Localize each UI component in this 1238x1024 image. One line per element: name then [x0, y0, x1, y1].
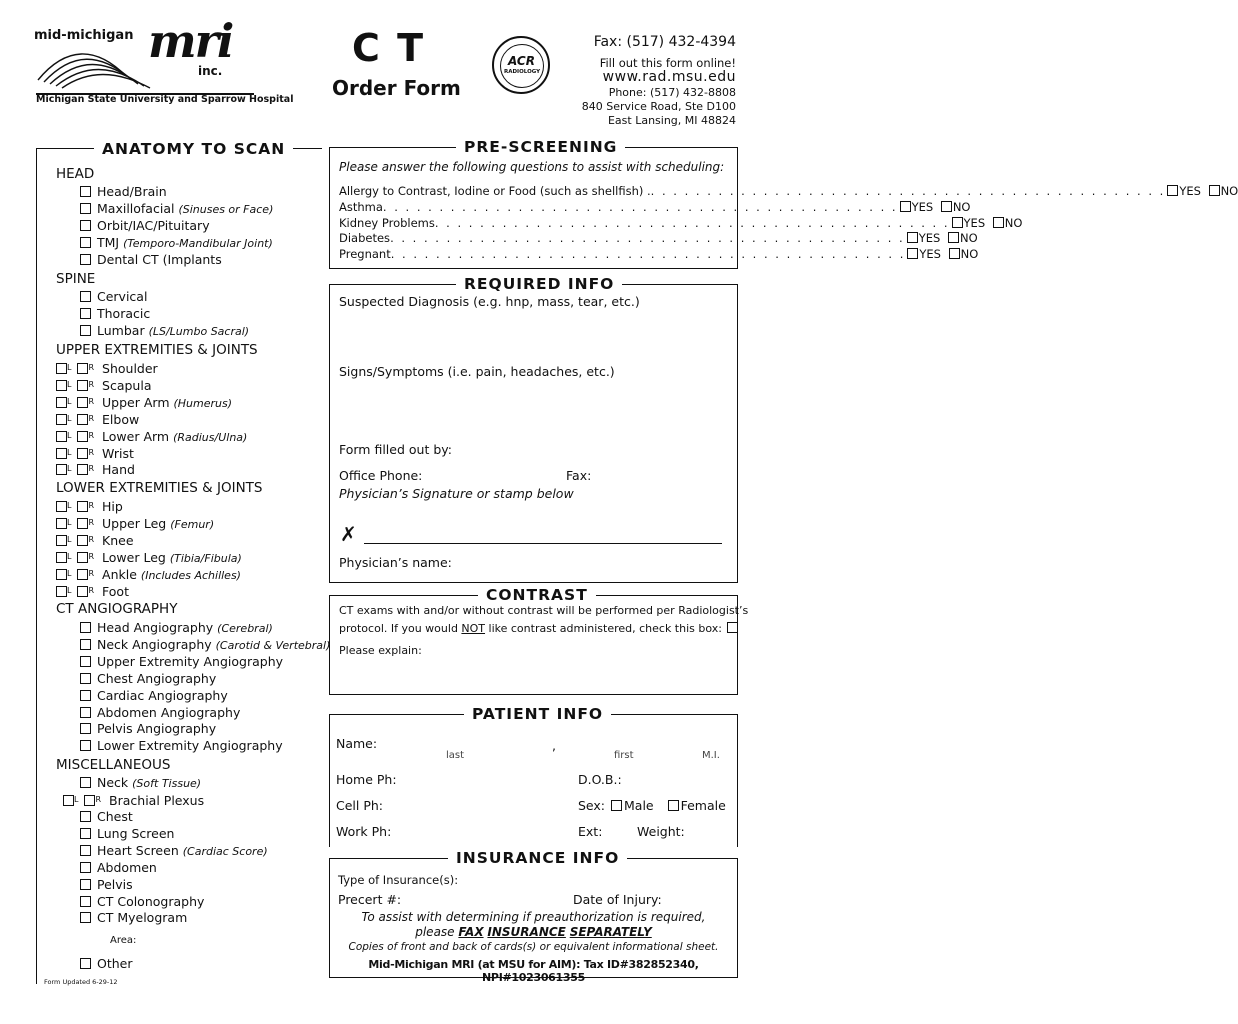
right-checkbox[interactable]: [77, 431, 88, 442]
option-label: Head/Brain: [97, 184, 167, 199]
diagnosis-label: Suspected Diagnosis (e.g. hnp, mass, tear, etc.): [339, 294, 640, 309]
anatomy-option[interactable]: [80, 252, 222, 268]
option-label: Hand: [102, 462, 135, 478]
option-label: Cardiac Angiography: [97, 687, 228, 703]
no-checkbox[interactable]: [949, 248, 960, 259]
right-checkbox[interactable]: [77, 586, 88, 597]
prescreen-heading: PRE-SCREENING: [456, 138, 625, 156]
fax-insurance-note: please FAX INSURANCE SEPARATELY: [415, 925, 652, 939]
contrast-heading: CONTRAST: [478, 586, 596, 604]
left-checkbox[interactable]: [56, 501, 67, 512]
option-note: (Carotid & Vertebral): [215, 638, 331, 652]
no-contrast-checkbox[interactable]: [727, 622, 738, 633]
question-label: Asthma: [339, 199, 383, 214]
option-label: Maxillofacial: [97, 200, 175, 216]
option-note: (Sinuses or Face): [178, 202, 274, 216]
right-checkbox[interactable]: [77, 397, 88, 408]
signature-line[interactable]: [364, 530, 722, 544]
option-checkbox[interactable]: [80, 186, 91, 197]
dot-leader: . . . . . . . . . . . . . . . . . . . . . . . . . . . . . . . . . . . . . . . . . . . . . .: [382, 199, 898, 214]
office-phone-label: Office Phone:: [339, 468, 423, 483]
option-note: (Soft Tissue): [132, 777, 202, 790]
miscellaneous-category: MISCELLANEOUS: [56, 757, 171, 773]
left-checkbox[interactable]: [56, 518, 67, 529]
left-marker: L: [67, 501, 72, 510]
option-checkbox[interactable]: [80, 740, 91, 751]
option-checkbox[interactable]: [80, 220, 91, 231]
anatomy-lr-option[interactable]: [56, 360, 158, 377]
right-marker: R: [88, 447, 95, 457]
anatomy-lr-option[interactable]: [56, 549, 242, 567]
right-checkbox[interactable]: [77, 535, 88, 546]
right-marker: R: [88, 464, 95, 474]
patient-heading: PATIENT INFO: [464, 705, 611, 723]
right-checkbox[interactable]: [77, 380, 88, 391]
right-checkbox[interactable]: [77, 569, 88, 580]
dob-label: D.O.B.:: [578, 772, 622, 787]
option-note: (Cerebral): [217, 622, 273, 635]
anatomy-option[interactable]: [80, 218, 210, 234]
option-label: Chest Angiography: [97, 670, 217, 686]
left-checkbox[interactable]: [56, 414, 67, 425]
dot-leader: . . . . . . . . . . . . . . . . . . . . . . . . . . . . . . . . . . . . . . . . . . . . . .: [390, 231, 905, 246]
no-checkbox[interactable]: [993, 217, 1004, 228]
contrast-explain-label: Please explain:: [339, 644, 422, 657]
left-checkbox[interactable]: [56, 586, 67, 597]
right-checkbox[interactable]: [77, 414, 88, 425]
right-checkbox[interactable]: [77, 448, 88, 459]
option-note: (Tibia/Fibula): [169, 551, 242, 565]
yes-checkbox[interactable]: [907, 232, 918, 243]
option-label: Pelvis: [97, 876, 133, 892]
female-checkbox[interactable]: [668, 800, 679, 811]
option-label: Thoracic: [97, 305, 151, 321]
option-label: Pelvis Angiography: [97, 721, 217, 737]
left-marker: L: [74, 795, 79, 804]
address-line-2: East Lansing, MI 48824: [607, 114, 736, 127]
option-checkbox[interactable]: [80, 203, 91, 214]
anatomy-lr-option[interactable]: [63, 792, 204, 809]
required-heading: REQUIRED INFO: [456, 275, 622, 293]
spine-category: SPINE: [56, 271, 96, 287]
right-marker: R: [88, 501, 95, 510]
yes-no-group: YES NO: [905, 230, 978, 246]
right-checkbox[interactable]: [84, 795, 95, 806]
option-note: (Includes Achilles): [140, 568, 241, 582]
right-checkbox[interactable]: [77, 501, 88, 512]
yes-checkbox[interactable]: [952, 217, 963, 228]
option-note: (Humerus): [173, 396, 233, 410]
sex-group: Sex: Male Female: [578, 798, 726, 813]
logo-main-text: mri: [148, 14, 233, 68]
option-checkbox[interactable]: [80, 896, 91, 907]
yes-checkbox[interactable]: [1167, 185, 1178, 196]
right-checkbox[interactable]: [77, 552, 88, 563]
signature-x-mark: ✗: [340, 522, 357, 546]
left-marker: L: [67, 534, 72, 544]
precert-label: Precert #:: [338, 892, 402, 907]
option-note: (Femur): [170, 517, 215, 531]
male-checkbox[interactable]: [611, 800, 622, 811]
anatomy-lr-option[interactable]: [56, 428, 247, 446]
option-label: Elbow: [102, 411, 140, 427]
option-checkbox[interactable]: [80, 777, 91, 788]
no-checkbox[interactable]: [948, 232, 959, 243]
option-label: Orbit/IAC/Pituitary: [97, 217, 210, 233]
anatomy-lr-option[interactable]: [56, 461, 135, 478]
option-label: Upper Extremity Angiography: [97, 653, 284, 669]
option-label: Abdomen Angiography: [97, 704, 241, 720]
left-checkbox[interactable]: [56, 535, 67, 546]
home-phone-label: Home Ph:: [336, 772, 397, 787]
prescreen-question: [339, 183, 1238, 199]
question-label: Diabetes: [339, 231, 391, 246]
option-checkbox[interactable]: [80, 673, 91, 684]
anatomy-option[interactable]: [80, 843, 268, 860]
anatomy-option[interactable]: [80, 877, 133, 893]
option-label: Shoulder: [102, 361, 158, 376]
anatomy-lr-option[interactable]: [56, 377, 152, 394]
option-label: TMJ: [97, 234, 120, 250]
anatomy-option[interactable]: [80, 705, 240, 721]
page-subtitle: Order Form: [332, 76, 461, 100]
option-label: CT Myelogram: [97, 910, 188, 926]
option-checkbox[interactable]: [80, 912, 91, 923]
physician-name-label: Physician’s name:: [339, 555, 452, 570]
name-mi-hint: M.I.: [702, 750, 720, 761]
option-label: Heart Screen: [97, 842, 179, 858]
option-checkbox[interactable]: [80, 690, 91, 701]
option-label: Scapula: [102, 377, 152, 393]
option-checkbox[interactable]: [80, 879, 91, 890]
option-label: Lower Leg: [102, 549, 166, 565]
prescreen-intro: Please answer the following questions to assist with scheduling:: [339, 160, 725, 174]
left-checkbox[interactable]: [56, 448, 67, 459]
anatomy-lr-option[interactable]: [56, 515, 214, 533]
no-checkbox[interactable]: [941, 201, 952, 212]
dot-leader: . . . . . . . . . . . . . . . . . . . . . . . . . . . . . . . . . . . . . . . . . . . . . .: [390, 247, 906, 262]
option-checkbox[interactable]: [80, 325, 91, 336]
option-label: Knee: [102, 532, 134, 548]
left-marker: L: [67, 517, 72, 527]
option-note: (Radius/Ulna): [173, 430, 248, 444]
logo-suffix: inc.: [198, 64, 223, 78]
phone-number: Phone: (517) 432-8808: [608, 86, 736, 99]
right-marker: R: [88, 534, 95, 544]
yes-no-group: YES NO: [950, 215, 1023, 231]
address-line-1: 840 Service Road, Ste D100: [581, 100, 736, 113]
left-checkbox[interactable]: [56, 363, 67, 374]
question-label: Kidney Problems: [339, 215, 435, 230]
option-label: Lumbar: [97, 322, 145, 338]
option-label: Abdomen: [97, 859, 157, 875]
left-marker: L: [67, 379, 72, 389]
symptoms-label: Signs/Symptoms (i.e. pain, headaches, etc.): [339, 364, 615, 379]
tax-id-line: Mid-Michigan MRI (at MSU for AIM): Tax ID#382852340, NPI#1023061355: [368, 958, 699, 984]
left-marker: L: [67, 585, 72, 595]
option-checkbox[interactable]: [80, 811, 91, 822]
dot-leader: . . . . . . . . . . . . . . . . . . . . . . . . . . . . . . . . . . . . . . . . . . . . . .: [650, 184, 1166, 198]
right-marker: R: [88, 379, 95, 389]
right-marker: R: [88, 551, 95, 561]
right-checkbox[interactable]: [77, 464, 88, 475]
right-marker: R: [88, 517, 95, 527]
contrast-line-1: CT exams with and/or without contrast will be performed per Radiologist’s: [339, 604, 749, 617]
option-note: (Temporo-Mandibular Joint): [123, 236, 273, 250]
left-marker: L: [67, 396, 72, 406]
anatomy-option[interactable]: [80, 860, 157, 876]
option-checkbox[interactable]: [80, 254, 91, 265]
left-marker: L: [67, 363, 72, 372]
office-fax-label: Fax:: [566, 468, 592, 483]
yes-checkbox[interactable]: [907, 248, 918, 259]
name-last-hint: last: [446, 750, 465, 761]
copies-note: Copies of front and back of cards(s) or equivalent informational sheet.: [348, 941, 719, 953]
anatomy-option[interactable]: [80, 721, 216, 737]
yes-checkbox[interactable]: [900, 201, 911, 212]
option-label: Lower Arm: [102, 428, 170, 444]
right-marker: R: [95, 795, 102, 804]
option-note: (LS/Lumbo Sacral): [148, 324, 250, 338]
prescreen-question: [339, 199, 971, 215]
option-label: Neck Angiography: [97, 636, 212, 652]
anatomy-lr-option[interactable]: [56, 532, 134, 549]
dot-leader: . . . . . . . . . . . . . . . . . . . . . . . . . . . . . . . . . . . . . . . . . . . . . .: [434, 215, 950, 230]
injury-date-label: Date of Injury:: [573, 892, 662, 907]
left-checkbox[interactable]: [56, 431, 67, 442]
name-first-hint: first: [614, 750, 634, 761]
filled-by-label: Form filled out by:: [339, 442, 452, 457]
anatomy-option[interactable]: [80, 894, 204, 910]
anatomy-heading: ANATOMY TO SCAN: [94, 140, 293, 158]
prescreen-question: [339, 246, 979, 262]
anatomy-option[interactable]: [80, 654, 283, 670]
anatomy-option[interactable]: [80, 235, 273, 252]
option-checkbox[interactable]: [80, 237, 91, 248]
preauth-note: To assist with determining if preauthorization is required,: [361, 910, 706, 924]
option-label: Lower Extremity Angiography: [97, 738, 283, 754]
logo-subtitle: Michigan State University and Sparrow Hospital: [36, 94, 294, 105]
upper-extremities-category: UPPER EXTREMITIES & JOINTS: [56, 342, 258, 358]
option-label: Foot: [102, 583, 129, 599]
anatomy-lr-option[interactable]: [56, 394, 232, 412]
option-checkbox[interactable]: [80, 723, 91, 734]
question-label: Pregnant: [339, 247, 391, 262]
left-marker: L: [67, 447, 72, 457]
option-label: Wrist: [102, 445, 134, 461]
prescreen-question: [339, 230, 978, 246]
option-label: Neck: [97, 775, 129, 790]
anatomy-option[interactable]: [80, 809, 133, 825]
option-label: Other: [97, 956, 133, 971]
form-updated-note: Form Updated 6-29-12: [44, 978, 118, 986]
no-checkbox[interactable]: [1209, 185, 1220, 196]
area-label: Area:: [110, 935, 137, 946]
option-note: (Cardiac Score): [182, 844, 268, 858]
right-marker: R: [88, 363, 95, 372]
anatomy-option[interactable]: [80, 688, 228, 704]
question-label: Allergy to Contrast, Iodine or Food (such as shellfish) .: [339, 184, 651, 198]
fax-number: Fax: (517) 432-4394: [593, 34, 736, 50]
option-checkbox[interactable]: [80, 622, 91, 633]
anatomy-option[interactable]: [80, 289, 147, 305]
logo-top-text: mid-michigan: [34, 28, 134, 43]
ct-angiography-category: CT ANGIOGRAPHY: [56, 601, 178, 617]
anatomy-option[interactable]: [80, 671, 216, 687]
option-label: CT Colonography: [97, 893, 205, 909]
left-marker: L: [67, 551, 72, 561]
insurance-type-label: Type of Insurance(s):: [338, 873, 459, 887]
anatomy-option[interactable]: [80, 637, 330, 654]
name-label: Name:: [336, 736, 378, 751]
accreditation-seal-icon: ACR RADIOLOGY: [492, 36, 550, 94]
option-label: Chest: [97, 809, 133, 824]
yes-no-group: YES NO: [1165, 183, 1238, 199]
weight-label: Weight:: [637, 824, 685, 839]
anatomy-option[interactable]: [80, 323, 249, 340]
right-marker: R: [88, 396, 95, 406]
anatomy-lr-option[interactable]: [56, 445, 134, 462]
anatomy-option[interactable]: [80, 620, 273, 637]
ext-label: Ext:: [578, 824, 603, 839]
option-checkbox[interactable]: [80, 707, 91, 718]
page-title: C T: [352, 26, 426, 70]
option-checkbox[interactable]: [80, 639, 91, 650]
lower-extremities-category: LOWER EXTREMITIES & JOINTS: [56, 480, 263, 496]
left-marker: L: [67, 413, 72, 423]
option-checkbox[interactable]: [80, 845, 91, 856]
option-checkbox[interactable]: [80, 656, 91, 667]
option-label: Lung Screen: [97, 825, 175, 841]
contrast-line-2: protocol. If you would NOT like contrast administered, check this box:: [339, 621, 744, 637]
online-note: Fill out this form online!: [599, 56, 736, 70]
right-checkbox[interactable]: [77, 363, 88, 374]
right-marker: R: [88, 430, 95, 440]
left-checkbox[interactable]: [56, 552, 67, 563]
insurance-heading: INSURANCE INFO: [448, 849, 627, 867]
option-label: Cervical: [97, 289, 148, 304]
prescreen-question: [339, 215, 1023, 231]
anatomy-lr-option[interactable]: [56, 566, 241, 584]
anatomy-option[interactable]: [80, 201, 273, 218]
option-checkbox[interactable]: [80, 862, 91, 873]
anatomy-option[interactable]: [80, 306, 150, 322]
website-link[interactable]: www.rad.msu.edu: [602, 69, 736, 85]
option-label: Upper Arm: [102, 394, 170, 410]
right-marker: R: [88, 413, 95, 423]
option-checkbox[interactable]: [80, 291, 91, 302]
option-label: Ankle: [102, 566, 137, 582]
anatomy-option[interactable]: [80, 184, 167, 200]
left-checkbox[interactable]: [63, 795, 74, 806]
left-checkbox[interactable]: [56, 569, 67, 580]
anatomy-option-other[interactable]: [80, 956, 133, 972]
name-comma: ,: [552, 738, 556, 753]
anatomy-lr-option[interactable]: [56, 583, 129, 600]
anatomy-lr-option[interactable]: [56, 411, 139, 428]
head-category: HEAD: [56, 166, 95, 182]
yes-no-group: YES NO: [905, 246, 978, 262]
anatomy-option[interactable]: [80, 910, 187, 926]
left-marker: L: [67, 568, 72, 578]
option-label: Hip: [102, 499, 123, 514]
option-checkbox[interactable]: [80, 958, 91, 969]
left-checkbox[interactable]: [56, 380, 67, 391]
cell-phone-label: Cell Ph:: [336, 798, 384, 813]
yes-no-group: YES NO: [898, 199, 971, 215]
left-marker: L: [67, 464, 72, 474]
left-checkbox[interactable]: [56, 464, 67, 475]
anatomy-option[interactable]: [80, 775, 201, 792]
option-label: Upper Leg: [102, 515, 167, 531]
left-checkbox[interactable]: [56, 397, 67, 408]
option-label: Head Angiography: [97, 620, 214, 635]
option-label: Dental CT (Implants: [97, 251, 222, 267]
option-checkbox[interactable]: [80, 308, 91, 319]
option-label: Brachial Plexus: [109, 793, 205, 808]
left-marker: L: [67, 430, 72, 440]
right-checkbox[interactable]: [77, 518, 88, 529]
right-marker: R: [88, 568, 95, 578]
right-marker: R: [88, 585, 95, 595]
anatomy-option[interactable]: [80, 738, 283, 754]
anatomy-option[interactable]: [80, 826, 174, 842]
signature-label: Physician’s Signature or stamp below: [339, 486, 574, 501]
anatomy-lr-option[interactable]: [56, 498, 123, 515]
option-checkbox[interactable]: [80, 828, 91, 839]
work-phone-label: Work Ph:: [336, 824, 392, 839]
